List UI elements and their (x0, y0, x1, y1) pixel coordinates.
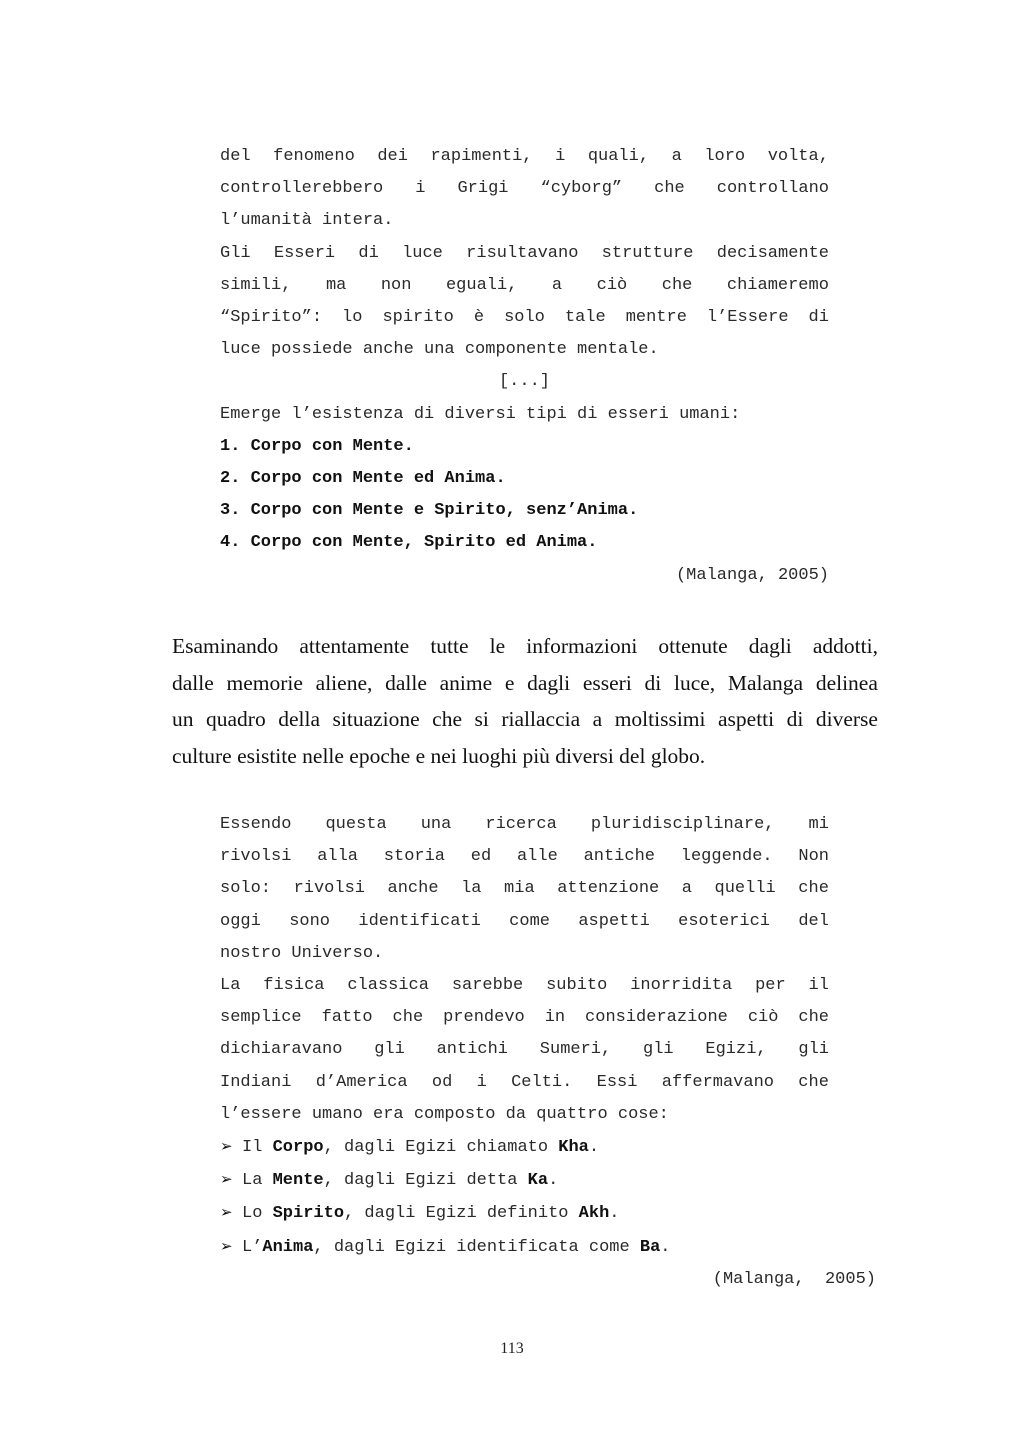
word: informazioni (526, 634, 638, 658)
quote-line (220, 976, 829, 995)
word: tutte (430, 634, 469, 658)
citation: (Malanga, 2005) (712, 1269, 876, 1289)
word: pluridisciplinare, (590, 815, 775, 834)
quote-line (220, 847, 829, 866)
word: una (420, 815, 452, 834)
bold-term: Ba (639, 1237, 661, 1257)
text-fragment: . (660, 1237, 671, 1257)
word: antiche (583, 847, 655, 867)
word: come (509, 911, 550, 931)
word: risultavano (466, 243, 579, 263)
word: antichi (436, 1040, 509, 1060)
word: attentamente (299, 634, 410, 658)
word: mia (504, 879, 535, 899)
word: La (220, 976, 241, 995)
word: gli (643, 1040, 674, 1060)
word: controllano (716, 179, 829, 199)
text-fragment: , dagli Egizi definito (344, 1204, 579, 1224)
numbered-list-item: 1. Corpo con Mente. (220, 436, 414, 456)
word: situazione (332, 707, 420, 731)
word: affermavano (661, 1072, 774, 1092)
word: si (474, 707, 489, 731)
word: questa (325, 815, 387, 834)
body-line: culture esistite nelle epoche e nei luoghi più diversi del globo. (172, 743, 706, 768)
word: attenzione (557, 879, 660, 899)
word: chiameremo (726, 275, 829, 295)
quote-line (220, 179, 829, 198)
word: a (681, 879, 692, 899)
word: diverse (815, 707, 878, 731)
word: considerazione (585, 1008, 728, 1028)
word: Esaminando (172, 634, 279, 658)
word: strutture (601, 243, 694, 263)
word: ricerca (485, 815, 557, 834)
page-number: 113 (500, 1340, 524, 1357)
word: e (504, 670, 515, 695)
word: di (808, 308, 829, 327)
word: alle (516, 847, 558, 867)
word: memorie (226, 670, 303, 695)
word: ed (470, 847, 492, 867)
text-fragment: , dagli Egizi identificata come (313, 1237, 640, 1257)
word: gli (798, 1040, 829, 1060)
word: tale (564, 308, 606, 327)
word: prendevo (443, 1008, 525, 1028)
bullet-item (220, 1137, 599, 1157)
word: sarebbe (451, 976, 524, 995)
word: i (415, 179, 426, 199)
word: lo (342, 308, 363, 327)
word: a (671, 147, 682, 166)
word: Essi (596, 1072, 638, 1092)
word: sono (289, 911, 330, 931)
word: per (755, 976, 786, 995)
word: rapimenti, (430, 147, 533, 166)
word: di (358, 243, 379, 263)
numbered-list-item: 3. Corpo con Mente e Spirito, senz’Anima. (220, 501, 639, 521)
quote-line (220, 147, 829, 166)
word: od (431, 1072, 453, 1092)
arrowhead-bullet-icon: ➢ (220, 1170, 233, 1189)
numbered-list-item: 4. Corpo con Mente, Spirito ed Anima. (220, 533, 598, 553)
word: oggi (220, 911, 261, 931)
word: dagli (527, 670, 571, 695)
word: inorridita (630, 976, 733, 995)
word: del (798, 911, 829, 931)
quote-line (220, 244, 829, 263)
bullet-item (220, 1170, 558, 1190)
text-fragment: La (242, 1171, 273, 1191)
word: della (278, 707, 320, 731)
quote-line (220, 879, 829, 898)
word: subito (546, 976, 608, 995)
word: dagli (748, 634, 792, 658)
word: aspetti (718, 707, 775, 731)
word: Sumeri, (539, 1040, 612, 1060)
word: ottenute (658, 634, 728, 658)
bullet-item (220, 1237, 670, 1257)
word: quelli (714, 879, 776, 899)
word: Celti. (511, 1072, 573, 1092)
word: dichiaravano (220, 1040, 343, 1060)
word: la (461, 879, 482, 899)
word: controllerebbero (220, 179, 384, 199)
word: in (544, 1008, 566, 1028)
word: “Spirito”: (220, 308, 323, 327)
word: che (798, 1072, 829, 1092)
word: delinea (815, 670, 878, 695)
word: alla (317, 847, 359, 867)
word: a (592, 707, 603, 731)
quote-line: nostro Universo. (220, 943, 384, 963)
word: rivolsi (293, 879, 365, 899)
word: d’America (315, 1072, 408, 1092)
text-fragment: L’ (242, 1237, 263, 1257)
word: Essendo (220, 815, 292, 834)
body-line (172, 671, 878, 696)
word: storia (383, 847, 446, 867)
numbered-list-item: 2. Corpo con Mente ed Anima. (220, 469, 506, 488)
word: aliene, (315, 670, 373, 695)
word: mentre (625, 308, 687, 327)
word: identificati (358, 911, 481, 931)
word: di (786, 707, 804, 731)
word: ciò (747, 1008, 779, 1028)
word: eguali, (445, 275, 518, 295)
quote-line (220, 815, 829, 834)
word: solo (504, 308, 545, 327)
word: anche (387, 879, 439, 899)
word: solo: (220, 879, 272, 899)
word: riallaccia (501, 707, 581, 731)
word: gli (374, 1040, 405, 1060)
text-fragment: . (588, 1138, 600, 1157)
word: Esseri (273, 243, 336, 263)
word: che (392, 1008, 424, 1028)
ellipsis: [...] (498, 372, 550, 392)
word: Non (798, 847, 829, 867)
word: “cyborg” (540, 179, 623, 199)
word: ma (325, 275, 347, 295)
bold-term: Akh (578, 1204, 610, 1224)
word: i (476, 1072, 487, 1092)
word: il (808, 976, 829, 995)
word: moltissimi (614, 707, 706, 731)
word: che (654, 179, 685, 199)
word: dalle (172, 670, 214, 695)
word: fisica (263, 976, 325, 995)
word: decisamente (716, 243, 829, 263)
word: Gli (220, 243, 251, 263)
word: quali, (587, 147, 650, 166)
word: non (380, 275, 412, 295)
quote-line (220, 1040, 829, 1059)
arrowhead-bullet-icon: ➢ (220, 1137, 233, 1155)
quote-line (220, 1073, 829, 1092)
quote-line (220, 276, 829, 295)
word: dalle (385, 670, 427, 695)
word: che (432, 707, 463, 731)
text-fragment: Lo (242, 1204, 273, 1224)
word: simili, (220, 275, 292, 295)
citation: (Malanga, 2005) (675, 565, 829, 585)
word: quadro (206, 707, 266, 731)
text-fragment: Il (242, 1138, 273, 1157)
body-line (172, 634, 878, 659)
word: a (551, 275, 563, 295)
word: fenomeno (273, 147, 355, 166)
arrowhead-bullet-icon: ➢ (220, 1236, 233, 1255)
bold-term: Ka (527, 1171, 549, 1191)
text-fragment: , dagli Egizi detta (323, 1171, 528, 1191)
word: esseri (582, 670, 632, 695)
word: l’Essere (706, 308, 789, 327)
word: mi (808, 815, 829, 834)
quote-line: luce possiede anche una componente mentale. (220, 340, 659, 360)
word: del (220, 147, 251, 166)
word: loro (704, 147, 746, 166)
word: che (798, 879, 829, 899)
word: Egizi, (705, 1040, 767, 1060)
word: luce, (673, 670, 716, 695)
bold-term: Kha (558, 1138, 589, 1157)
word: i (555, 147, 566, 166)
word: Indiani (220, 1072, 292, 1092)
word: rivolsi (220, 847, 292, 867)
quote-intro: Emerge l’esistenza di diversi tipi di esseri umani: (220, 404, 741, 424)
word: le (489, 634, 506, 658)
text-fragment: . (548, 1171, 559, 1191)
word: è (473, 308, 485, 327)
quote-line: l’essere umano era composto da quattro cose: (220, 1104, 669, 1124)
word: Malanga (727, 670, 804, 695)
bold-term: Anima (262, 1237, 314, 1257)
text-fragment: . (609, 1204, 620, 1224)
word: leggende. (680, 847, 773, 867)
bold-term: Spirito (272, 1204, 345, 1224)
quote-line (220, 1008, 829, 1027)
word: Grigi (457, 179, 509, 199)
word: addotti, (812, 634, 878, 658)
word: classica (347, 976, 429, 995)
word: dei (377, 147, 408, 166)
word: di (644, 670, 662, 695)
bold-term: Mente (272, 1171, 324, 1191)
word: semplice (220, 1008, 302, 1028)
quote-line: l’umanità intera. (220, 211, 394, 231)
quote-line (220, 912, 829, 931)
bullet-item (220, 1203, 619, 1223)
word: luce (402, 243, 443, 263)
word: volta, (767, 147, 829, 166)
arrowhead-bullet-icon: ➢ (220, 1203, 233, 1222)
text-fragment: , dagli Egizi chiamato (323, 1138, 559, 1157)
word: un (172, 707, 194, 731)
word: ciò (596, 275, 628, 295)
word: che (798, 1008, 829, 1028)
word: aspetti (578, 911, 650, 931)
body-line (172, 707, 878, 732)
word: esoterici (678, 911, 770, 931)
word: anime (439, 670, 493, 695)
word: che (661, 275, 693, 295)
bold-term: Corpo (272, 1138, 324, 1157)
word: fatto (321, 1008, 373, 1028)
word: spirito (382, 308, 454, 327)
quote-line (220, 308, 829, 327)
